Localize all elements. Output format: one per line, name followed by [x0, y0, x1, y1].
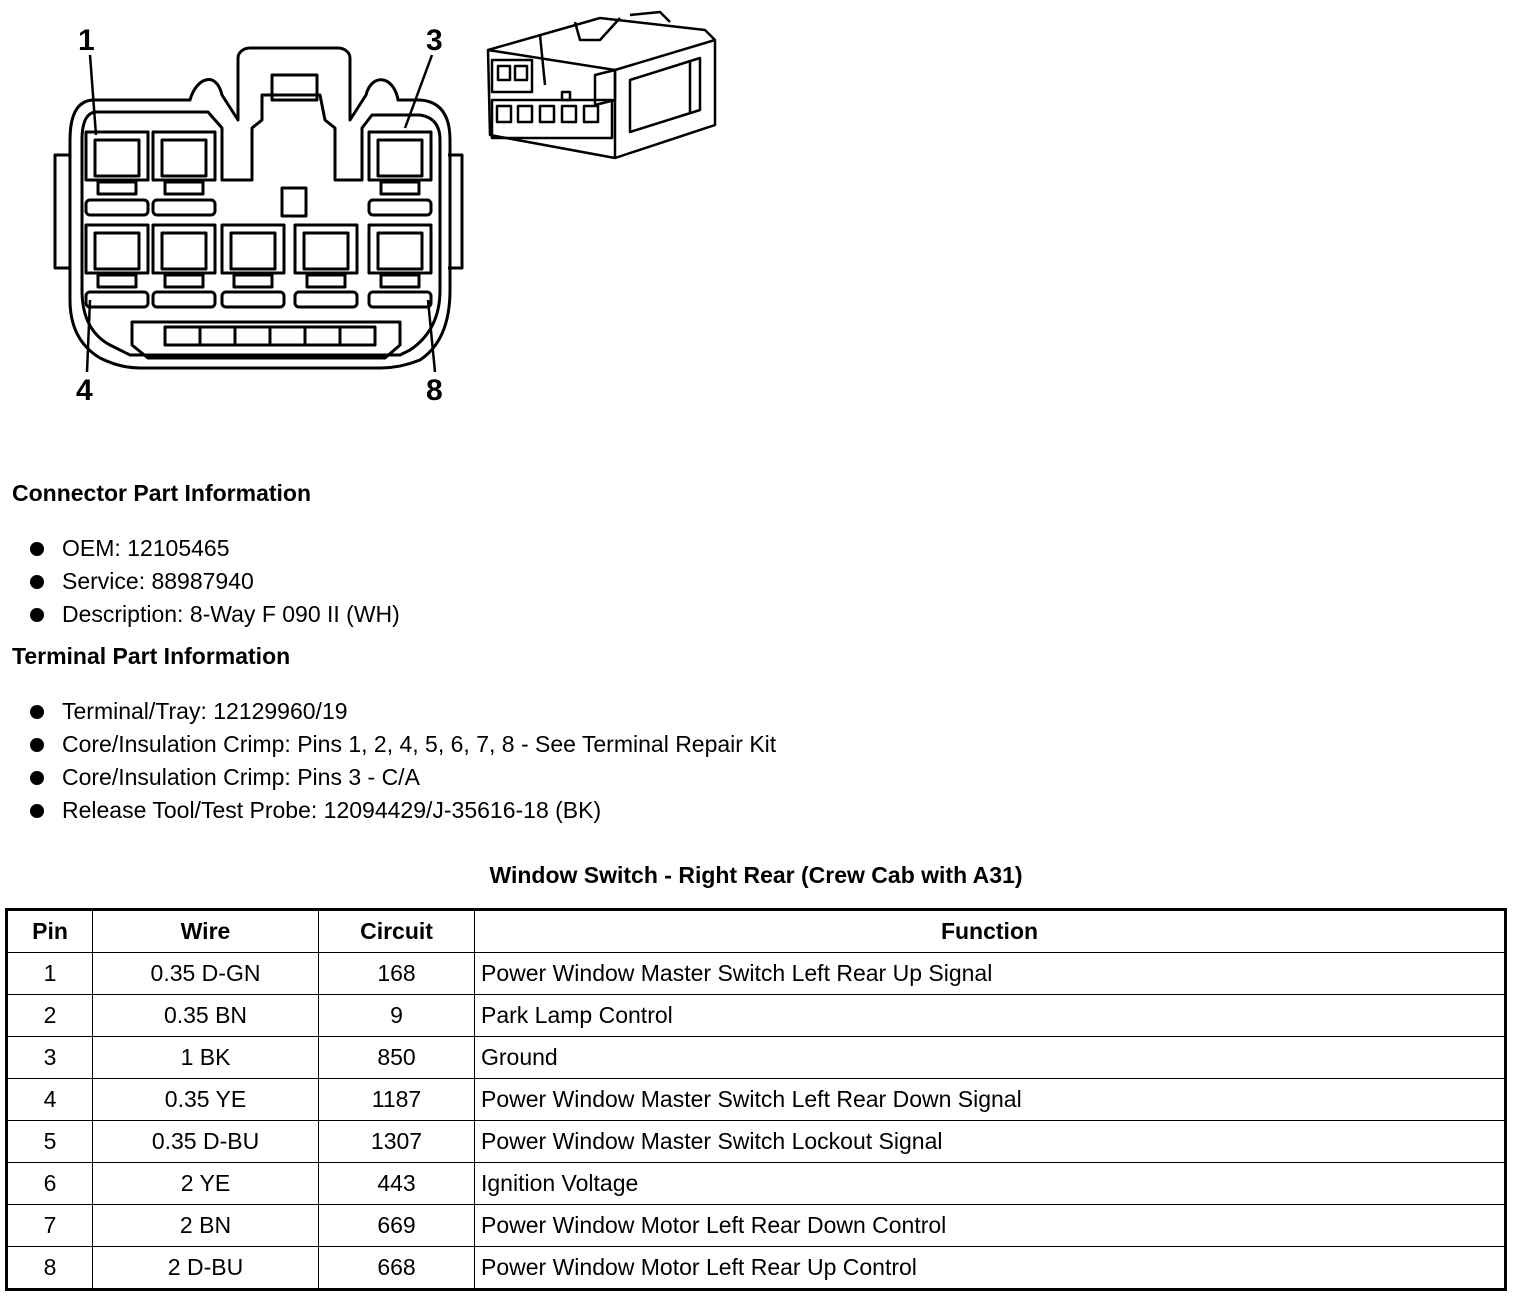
function-cell: Power Window Master Switch Lockout Signal [475, 1121, 1506, 1163]
list-item: Terminal/Tray: 12129960/19 [30, 695, 776, 728]
pin-label-8: 8 [426, 374, 443, 407]
pin-cell: 4 [7, 1079, 93, 1121]
function-cell: Power Window Master Switch Left Rear Down Signal [475, 1079, 1506, 1121]
terminal-info-heading: Terminal Part Information [12, 643, 291, 669]
connector-diagram [0, 0, 760, 420]
list-item: Core/Insulation Crimp: Pins 1, 2, 4, 5, 6, 7, 8 - See Terminal Repair Kit [30, 728, 776, 761]
pin-cell: 8 [7, 1247, 93, 1290]
wire-cell: 2 YE [93, 1163, 319, 1205]
table-header-row [7, 910, 1506, 953]
pin-cell: 5 [7, 1121, 93, 1163]
header-circuit: Circuit [319, 910, 475, 953]
table-row [7, 1037, 1506, 1079]
pin-cell: 3 [7, 1037, 93, 1079]
wire-cell: 1 BK [93, 1037, 319, 1079]
wire-cell: 2 D-BU [93, 1247, 319, 1290]
table-row [7, 1121, 1506, 1163]
function-cell: Power Window Motor Left Rear Down Control [475, 1205, 1506, 1247]
pin-label-4: 4 [76, 374, 93, 407]
table-row [7, 1079, 1506, 1121]
wire-cell: 0.35 D-BU [93, 1121, 319, 1163]
pin-label-1: 1 [78, 24, 95, 57]
pin-cell: 1 [7, 953, 93, 995]
header-wire: Wire [93, 910, 319, 953]
connector-info-heading: Connector Part Information [12, 480, 312, 506]
list-item: Description: 8-Way F 090 II (WH) [30, 598, 400, 631]
connector-isometric-drawing [488, 12, 715, 158]
function-cell: Park Lamp Control [475, 995, 1506, 1037]
wire-cell: 0.35 YE [93, 1079, 319, 1121]
terminal-info-list [30, 695, 776, 827]
list-item: Service: 88987940 [30, 565, 400, 598]
table-row [7, 1163, 1506, 1205]
pin-cell: 2 [7, 995, 93, 1037]
table-row [7, 953, 1506, 995]
circuit-cell: 443 [319, 1163, 475, 1205]
list-item: Release Tool/Test Probe: 12094429/J-35616-18 (BK) [30, 794, 776, 827]
pin-label-3: 3 [426, 24, 443, 57]
connector-face-drawing [55, 48, 462, 368]
pin-cell: 6 [7, 1163, 93, 1205]
function-cell: Ground [475, 1037, 1506, 1079]
circuit-cell: 1187 [319, 1079, 475, 1121]
table-row [7, 1247, 1506, 1290]
circuit-cell: 168 [319, 953, 475, 995]
circuit-cell: 668 [319, 1247, 475, 1290]
table-title: Window Switch - Right Rear (Crew Cab with A31) [489, 862, 1023, 888]
table-row [7, 995, 1506, 1037]
circuit-cell: 1307 [319, 1121, 475, 1163]
circuit-cell: 9 [319, 995, 475, 1037]
pin-table-body [7, 953, 1506, 1290]
list-item: OEM: 12105465 [30, 532, 400, 565]
function-cell: Power Window Motor Left Rear Up Control [475, 1247, 1506, 1290]
circuit-cell: 669 [319, 1205, 475, 1247]
wire-cell: 0.35 D-GN [93, 953, 319, 995]
wire-cell: 2 BN [93, 1205, 319, 1247]
circuit-cell: 850 [319, 1037, 475, 1079]
wire-cell: 0.35 BN [93, 995, 319, 1037]
table-row [7, 1205, 1506, 1247]
function-cell: Ignition Voltage [475, 1163, 1506, 1205]
pin-table [5, 908, 1507, 1291]
connector-info-list [30, 532, 400, 631]
function-cell: Power Window Master Switch Left Rear Up Signal [475, 953, 1506, 995]
list-item: Core/Insulation Crimp: Pins 3 - C/A [30, 761, 776, 794]
header-pin: Pin [7, 910, 93, 953]
header-function: Function [475, 910, 1506, 953]
pin-cell: 7 [7, 1205, 93, 1247]
